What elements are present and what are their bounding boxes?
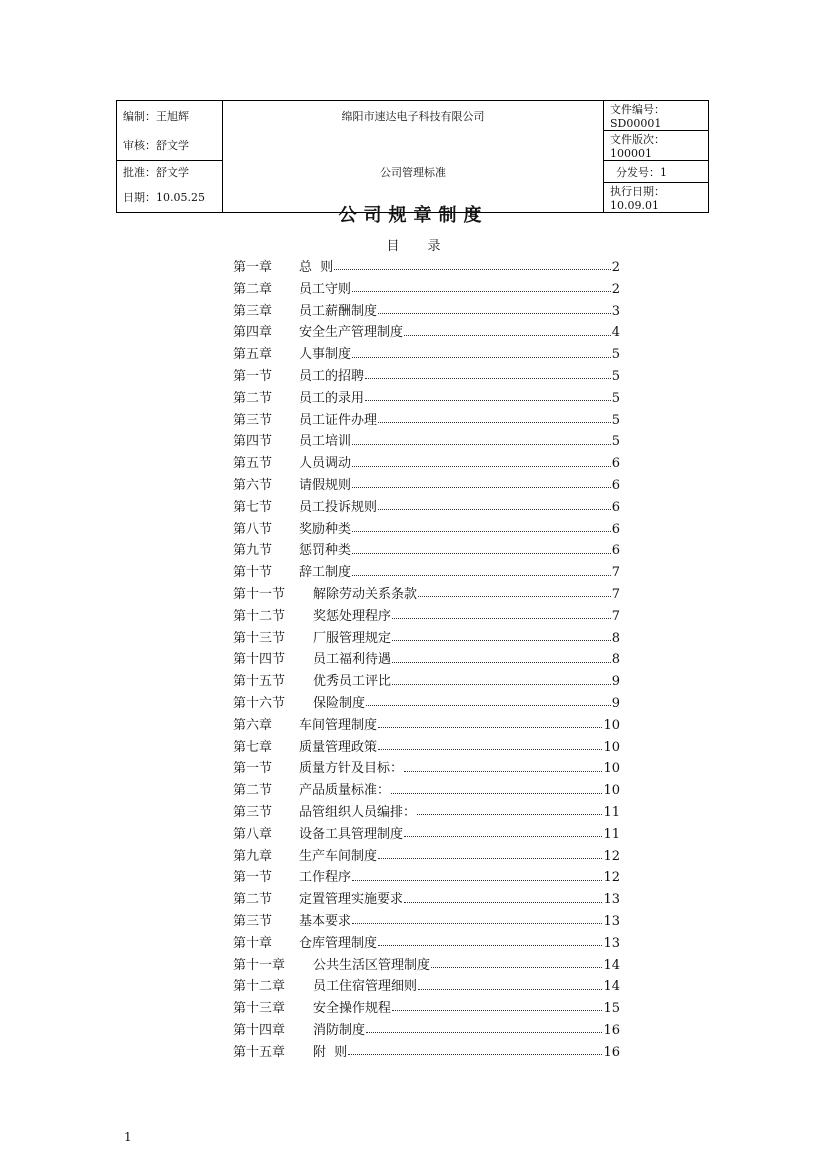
toc-entry[interactable] — [233, 823, 620, 845]
toc-entry-number: 第三章 — [233, 303, 273, 319]
toc-entry-page: 12 — [603, 870, 620, 886]
toc-entry-page: 11 — [603, 826, 620, 842]
toc-entry[interactable] — [233, 300, 620, 322]
date-cell: 日期：10.05.25 — [117, 183, 223, 213]
file-number: 文件编号：SD00001 — [604, 101, 709, 131]
company-name: 绵阳市速达电子科技有限公司 — [223, 101, 604, 131]
toc-entry[interactable] — [233, 1019, 620, 1041]
toc-leader-dots — [352, 357, 611, 358]
toc-entry[interactable] — [233, 496, 620, 518]
toc-entry[interactable] — [233, 997, 620, 1019]
toc-entry-title: 请假规则 — [299, 477, 352, 493]
header-spacer — [223, 131, 604, 161]
toc-entry-title: 人事制度 — [299, 347, 352, 363]
document-header-table — [116, 100, 709, 213]
toc-leader-dots — [365, 378, 611, 379]
toc-entry[interactable] — [233, 365, 620, 387]
toc-entry-number: 第九章 — [233, 848, 273, 864]
toc-entry-number: 第十章 — [233, 935, 273, 951]
toc-entry-number: 第七章 — [233, 739, 273, 755]
toc-leader-dots — [378, 313, 611, 314]
toc-entry-number: 第十三章 — [233, 1001, 286, 1017]
toc-entry-title: 总 则 — [299, 260, 334, 275]
toc-entry-title: 奖惩处理程序 — [313, 608, 392, 624]
toc-entry-number: 第三节 — [233, 412, 273, 428]
toc-entry-title: 员工投诉规则 — [299, 499, 378, 515]
toc-entry-number: 第十五章 — [233, 1044, 286, 1060]
toc-entry[interactable] — [233, 779, 620, 801]
toc-leader-dots — [378, 509, 611, 510]
toc-entry-page: 6 — [611, 456, 620, 472]
toc-entry-page: 7 — [611, 608, 620, 624]
toc-entry-number: 第十一章 — [233, 957, 286, 973]
file-version: 文件版次：100001 — [604, 131, 709, 161]
toc-entry-title: 优秀员工评比 — [313, 674, 392, 690]
toc-leader-dots — [392, 684, 611, 685]
toc-entry-title: 保险制度 — [313, 695, 366, 711]
toc-entry-title: 品管组织人员编排： — [299, 804, 417, 820]
toc-entry-page: 10 — [603, 783, 620, 799]
toc-leader-dots — [352, 444, 611, 445]
toc-entry-page: 7 — [611, 586, 620, 602]
toc-entry-number: 第八节 — [233, 521, 273, 537]
toc-entry-number: 第二章 — [233, 281, 273, 297]
toc-leader-dots — [404, 902, 602, 903]
toc-entry[interactable] — [233, 518, 620, 540]
toc-entry[interactable] — [233, 975, 620, 997]
toc-entry-page: 9 — [611, 674, 620, 690]
toc-leader-dots — [392, 1010, 602, 1011]
toc-leader-dots — [378, 727, 602, 728]
toc-entry-title: 车间管理制度 — [299, 717, 378, 733]
toc-entry-page: 13 — [603, 913, 620, 929]
toc-entry-title: 产品质量标准： — [299, 783, 391, 799]
toc-entry-title: 员工守则 — [299, 281, 352, 297]
toc-leader-dots — [378, 945, 602, 946]
toc-entry-number: 第一章 — [233, 260, 273, 275]
approver-cell: 批准：舒文学 — [117, 161, 223, 183]
toc-entry-number: 第二节 — [233, 783, 273, 799]
toc-entry-title: 基本要求 — [299, 913, 352, 929]
toc-entry-page: 5 — [611, 390, 620, 406]
toc-leader-dots — [391, 793, 602, 794]
toc-entry-page: 16 — [603, 1022, 620, 1038]
toc-entry-page: 5 — [611, 347, 620, 363]
toc-entry-title: 惩罚种类 — [299, 543, 352, 559]
toc-leader-dots — [392, 618, 611, 619]
toc-leader-dots — [352, 487, 611, 488]
toc-entry-title: 生产车间制度 — [299, 848, 378, 864]
toc-entry-number: 第十五节 — [233, 674, 286, 690]
toc-leader-dots — [404, 335, 611, 336]
toc-entry[interactable] — [233, 866, 620, 888]
toc-entry[interactable] — [233, 256, 620, 278]
toc-entry-page: 5 — [611, 368, 620, 384]
toc-entry[interactable] — [233, 648, 620, 670]
toc-entry-page: 5 — [611, 434, 620, 450]
toc-entry-page: 16 — [603, 1044, 620, 1060]
toc-entry-page: 3 — [611, 303, 620, 319]
toc-entry-number: 第十六节 — [233, 695, 286, 711]
toc-entry-page: 6 — [611, 543, 620, 559]
toc-entry-page: 12 — [603, 848, 620, 864]
toc-entry-page: 9 — [611, 695, 620, 711]
toc-entry-number: 第十二章 — [233, 979, 286, 995]
toc-entry-number: 第一节 — [233, 870, 273, 886]
toc-entry-number: 第五节 — [233, 456, 273, 472]
toc-entry-number: 第一节 — [233, 368, 273, 384]
toc-entry[interactable] — [233, 321, 620, 343]
toc-entry-number: 第七节 — [233, 499, 273, 515]
toc-entry-page: 5 — [611, 412, 620, 428]
toc-entry[interactable] — [233, 1041, 620, 1063]
toc-entry[interactable] — [233, 387, 620, 409]
toc-entry-page: 6 — [611, 521, 620, 537]
toc-entry-page: 10 — [603, 739, 620, 755]
toc-entry-number: 第一节 — [233, 761, 273, 777]
toc-leader-dots — [366, 1032, 602, 1033]
toc-entry-number: 第十节 — [233, 565, 273, 581]
toc-entry-number: 第十二节 — [233, 608, 286, 624]
toc-entry-title: 安全生产管理制度 — [299, 325, 404, 341]
document-title: 公司规章制度 — [338, 205, 489, 226]
toc-entry-number: 第五章 — [233, 347, 273, 363]
toc-leader-dots — [431, 967, 602, 968]
doc-type: 公司管理标准 — [223, 161, 604, 183]
toc-entry-number: 第十三节 — [233, 630, 286, 646]
toc-entry-page: 6 — [611, 499, 620, 515]
toc-entry-page: 10 — [603, 717, 620, 733]
toc-leader-dots — [418, 596, 611, 597]
toc-entry-page: 6 — [611, 477, 620, 493]
toc-entry[interactable] — [233, 801, 620, 823]
toc-leader-dots — [348, 1054, 602, 1055]
toc-entry-page: 15 — [603, 1001, 620, 1017]
toc-leader-dots — [365, 400, 611, 401]
toc-entry-title: 定置管理实施要求 — [299, 892, 404, 908]
toc-entry[interactable] — [233, 561, 620, 583]
toc-entry-page: 7 — [611, 565, 620, 581]
toc-entry-number: 第八章 — [233, 826, 273, 842]
toc-leader-dots — [418, 989, 602, 990]
toc-entry[interactable] — [233, 343, 620, 365]
toc-entry-title: 员工福利待遇 — [313, 652, 392, 668]
toc-leader-dots — [352, 531, 611, 532]
toc-entry-title: 附 则 — [313, 1044, 348, 1060]
toc-entry[interactable] — [233, 736, 620, 758]
toc-leader-dots — [352, 575, 611, 576]
toc-entry-number: 第十四节 — [233, 652, 286, 668]
toc-leader-dots — [392, 662, 611, 663]
toc-entry[interactable] — [233, 954, 620, 976]
toc-leader-dots — [352, 291, 611, 292]
toc-entry-number: 第三节 — [233, 804, 273, 820]
toc-entry[interactable] — [233, 714, 620, 736]
toc-entry-title: 仓库管理制度 — [299, 935, 378, 951]
toc-entry-title: 解除劳动关系条款 — [313, 586, 418, 602]
toc-leader-dots — [417, 814, 602, 815]
toc-entry-number: 第六节 — [233, 477, 273, 493]
toc-entry-page: 14 — [603, 979, 620, 995]
toc-leader-dots — [378, 422, 611, 423]
toc-entry[interactable] — [233, 583, 620, 605]
toc-entry-number: 第十四章 — [233, 1022, 286, 1038]
toc-leader-dots — [366, 705, 611, 706]
toc-entry-number: 第九节 — [233, 543, 273, 559]
toc-entry-page: 10 — [603, 761, 620, 777]
toc-entry-title: 员工证件办理 — [299, 412, 378, 428]
toc-leader-dots — [352, 466, 611, 467]
toc-leader-dots — [378, 749, 602, 750]
toc-leader-dots — [404, 836, 602, 837]
toc-entry-title: 辞工制度 — [299, 565, 352, 581]
toc-entry-title: 厂服管理规定 — [313, 630, 392, 646]
toc-entry-number: 第二节 — [233, 390, 273, 406]
toc-entry[interactable] — [233, 605, 620, 627]
toc-entry-page: 13 — [603, 935, 620, 951]
toc-entry-number: 第四节 — [233, 434, 273, 450]
toc-leader-dots — [334, 269, 610, 270]
table-of-contents — [233, 256, 620, 1062]
toc-entry-number: 第四章 — [233, 325, 273, 341]
toc-entry-title: 员工的录用 — [299, 390, 365, 406]
toc-entry[interactable] — [233, 888, 620, 910]
toc-entry[interactable] — [233, 670, 620, 692]
toc-entry[interactable] — [233, 757, 620, 779]
toc-leader-dots — [404, 771, 602, 772]
toc-entry-number: 第六章 — [233, 717, 273, 733]
toc-entry-title: 员工薪酬制度 — [299, 303, 378, 319]
toc-leader-dots — [352, 553, 611, 554]
toc-entry-title: 质量方针及目标： — [299, 761, 404, 777]
toc-leader-dots — [392, 640, 611, 641]
toc-entry-page: 2 — [611, 281, 620, 297]
toc-entry[interactable] — [233, 539, 620, 561]
toc-leader-dots — [352, 880, 602, 881]
toc-entry-title: 安全操作规程 — [313, 1001, 392, 1017]
toc-entry-page: 11 — [603, 804, 620, 820]
toc-entry[interactable] — [233, 910, 620, 932]
toc-entry[interactable] — [233, 692, 620, 714]
toc-entry-page: 4 — [611, 325, 620, 341]
toc-entry-title: 员工培训 — [299, 434, 352, 450]
toc-entry-title: 工作程序 — [299, 870, 352, 886]
toc-entry-page: 2 — [611, 260, 620, 275]
toc-entry-number: 第三节 — [233, 913, 273, 929]
toc-entry-page: 8 — [611, 652, 620, 668]
toc-entry[interactable] — [233, 409, 620, 431]
toc-entry-title: 奖励种类 — [299, 521, 352, 537]
toc-entry-title: 设备工具管理制度 — [299, 826, 404, 842]
toc-entry[interactable] — [233, 474, 620, 496]
page-number: 1 — [124, 1130, 132, 1144]
toc-entry-title: 员工的招聘 — [299, 368, 365, 384]
toc-heading: 目录 — [386, 239, 469, 254]
toc-entry[interactable] — [233, 627, 620, 649]
toc-entry-title: 消防制度 — [313, 1022, 366, 1038]
toc-entry-title: 人员调动 — [299, 456, 352, 472]
toc-entry-page: 14 — [603, 957, 620, 973]
editor-cell: 编制：王旭辉 — [117, 101, 223, 131]
toc-entry[interactable] — [233, 278, 620, 300]
toc-entry[interactable] — [233, 845, 620, 867]
toc-entry-page: 8 — [611, 630, 620, 646]
toc-entry[interactable] — [233, 452, 620, 474]
toc-entry[interactable] — [233, 430, 620, 452]
toc-leader-dots — [352, 923, 602, 924]
distribution-number: 分发号：1 — [604, 161, 709, 183]
reviewer-cell: 审核：舒文学 — [117, 131, 223, 161]
execution-date: 执行日期：10.09.01 — [604, 183, 709, 213]
toc-entry-title: 质量管理政策 — [299, 739, 378, 755]
toc-entry-number: 第十一节 — [233, 586, 286, 602]
toc-entry-title: 公共生活区管理制度 — [313, 957, 431, 973]
toc-entry[interactable] — [233, 932, 620, 954]
toc-leader-dots — [378, 858, 602, 859]
toc-entry-page: 13 — [603, 892, 620, 908]
toc-entry-title: 员工住宿管理细则 — [313, 979, 418, 995]
toc-entry-number: 第二节 — [233, 892, 273, 908]
